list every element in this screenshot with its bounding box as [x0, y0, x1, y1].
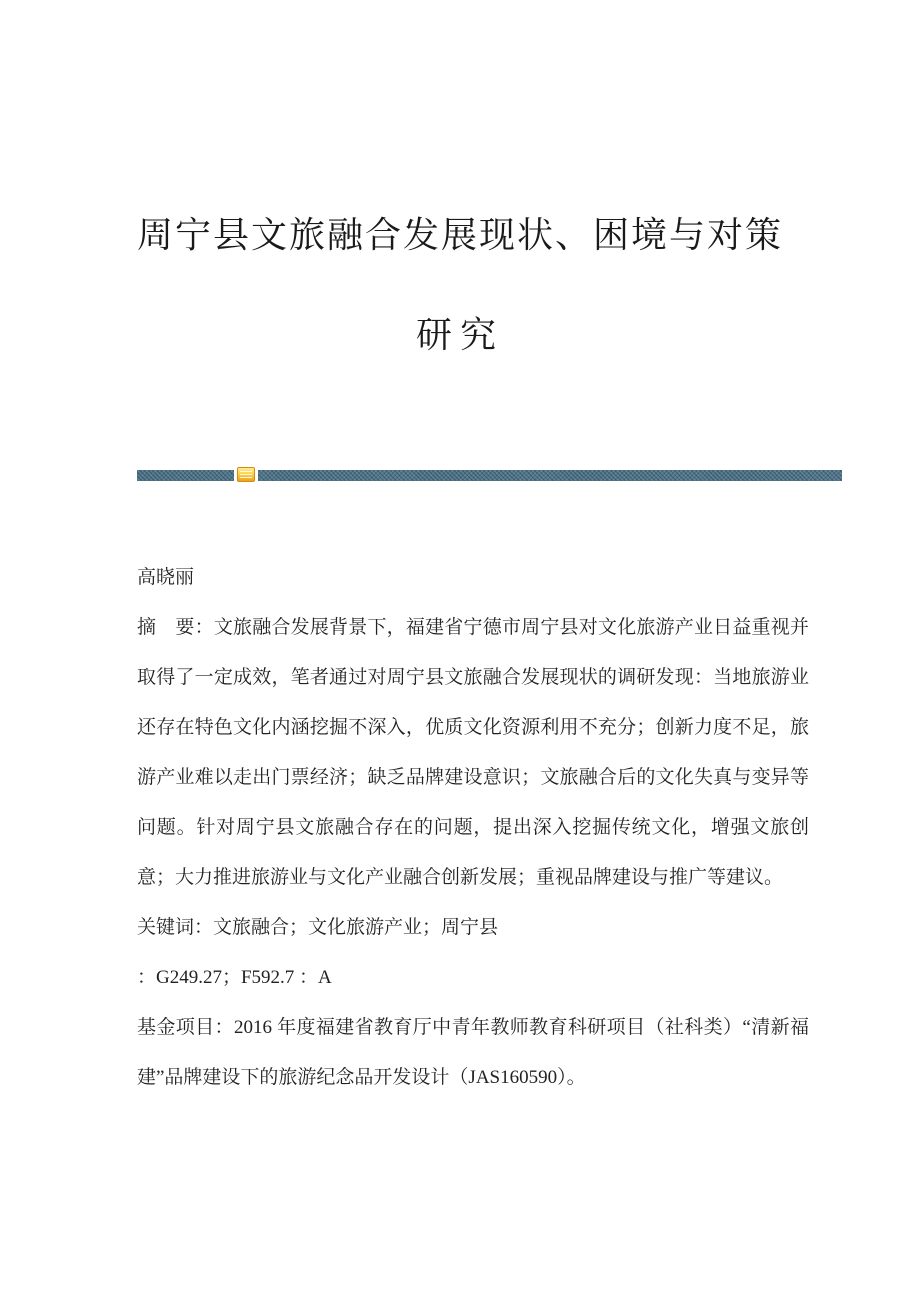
keywords-line: 关键词：文旅融合；文化旅游产业；周宁县 [137, 917, 499, 938]
section-divider-bar [137, 470, 842, 481]
funding-project-line: 基金项目：2016 年度福建省教育厅中青年教师教育科研项目（社科类）“清新福建”品牌建设下的旅游纪念品开发设计（JAS160590）。 [137, 1017, 809, 1088]
author-name: 高晓丽 [137, 567, 195, 588]
envelope-icon [237, 467, 255, 482]
title-line-2: 研究 [415, 315, 504, 355]
abstract-paragraph: 摘 要：文旅融合发展背景下，福建省宁德市周宁县对文化旅游产业日益重视并取得了一定成效，笔者通过对周宁县文旅融合发展现状的调研发现：当地旅游业还存在特色文化内涵挖掘不深入，优质文化资源利用不充分；创新力度不足，旅游产业难以走出门票经济；缺乏品牌建设意识；文旅融合后的文化失真与变异等问题。针对周宁县文旅融合存在的问题，提出深入挖掘传统文化，增强文旅创意；大力推进旅游业与文化产业融合创新发展；重视品牌建设与推广等建议。 [137, 617, 809, 888]
document-title [0, 185, 920, 385]
title-line-1: 周宁县文旅融合发展现状、困境与对策 [136, 215, 783, 255]
classification-line: ：G249.27；F592.7 ：A [137, 967, 332, 988]
document-body [137, 553, 809, 1103]
